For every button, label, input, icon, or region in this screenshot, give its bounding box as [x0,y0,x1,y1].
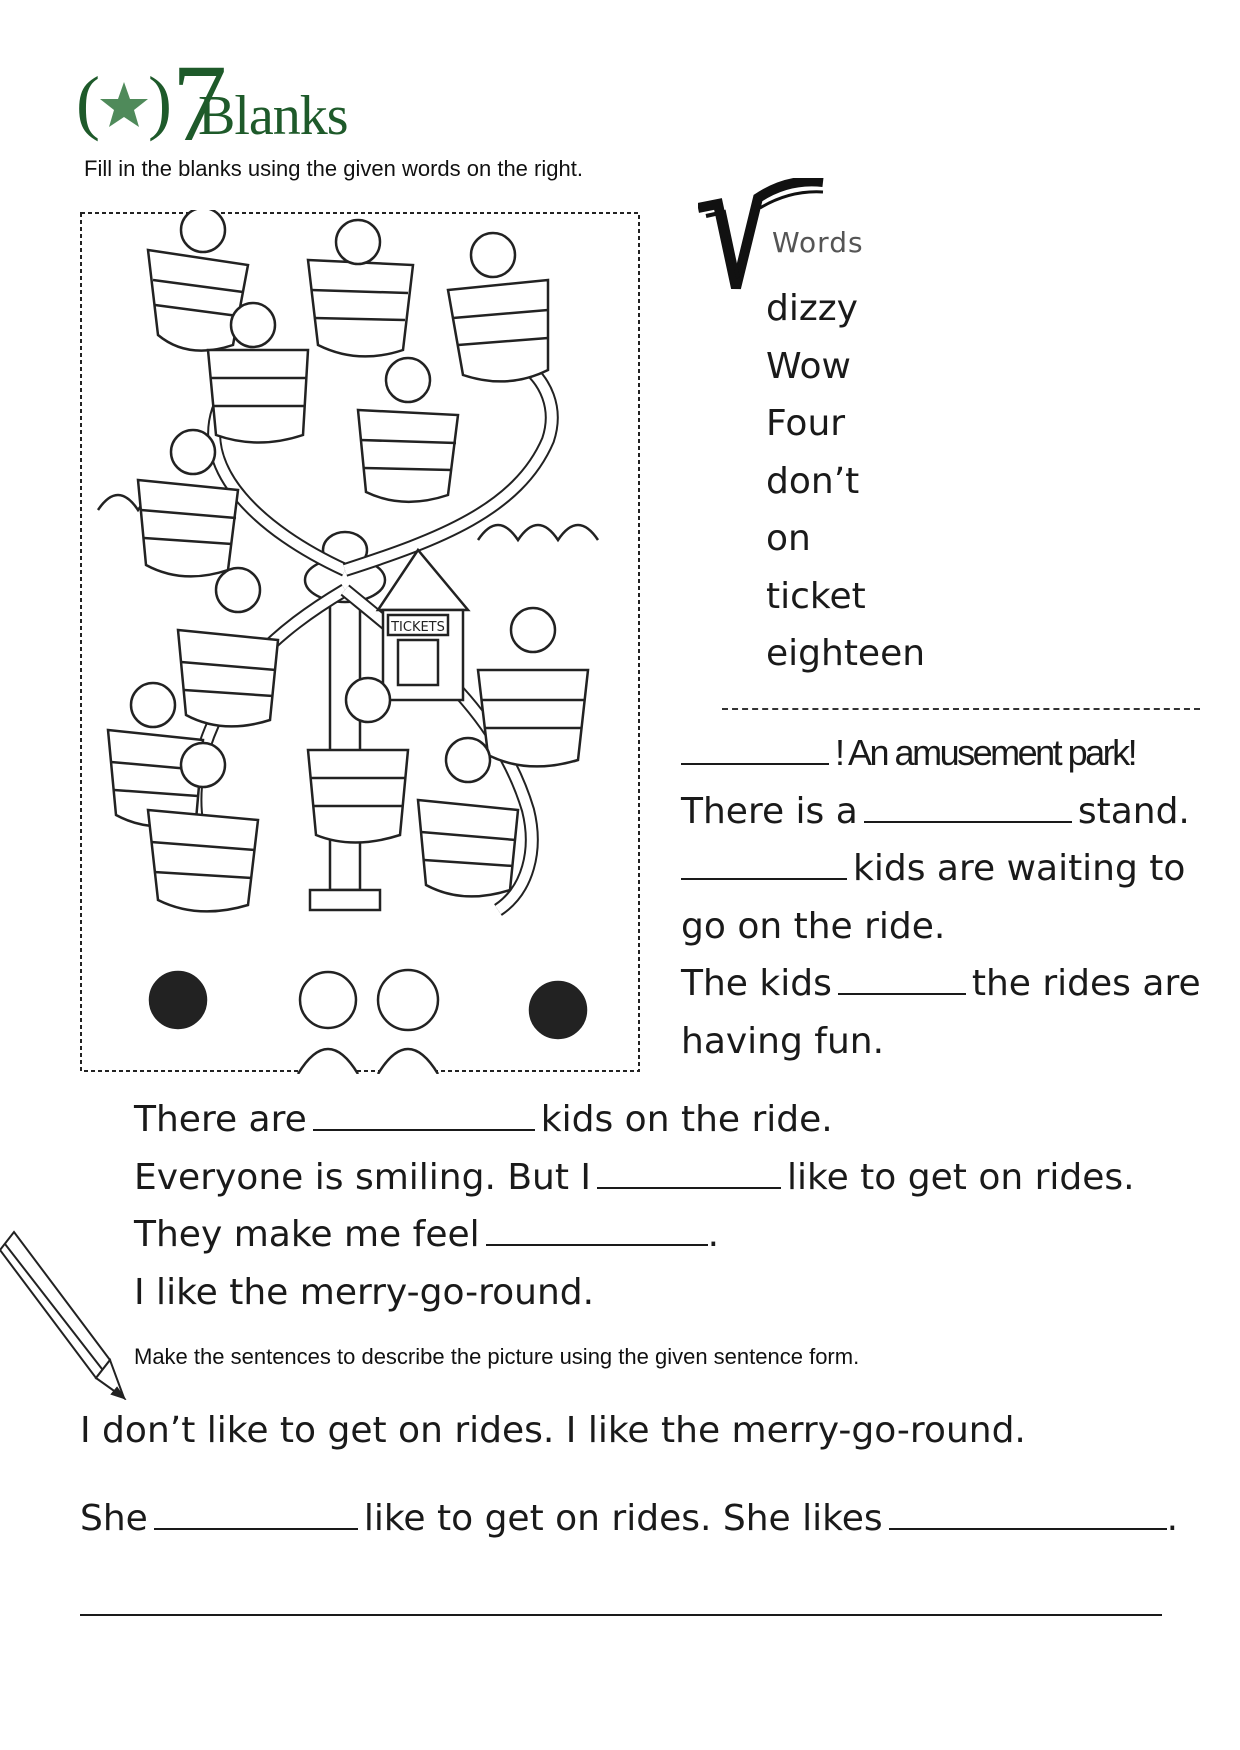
dashed-divider [722,708,1200,710]
sentence-line: There is a stand. [681,790,1190,832]
blank-field[interactable] [889,1498,1167,1530]
blank-field[interactable] [864,791,1072,823]
blank-field[interactable] [154,1498,358,1530]
blank-field[interactable] [838,963,966,995]
lower-sentences [134,1091,1135,1321]
sentence-line: The kids the rides are [681,963,1201,1004]
sentence-line: having fun. [681,1020,885,1062]
word-item: don’t [766,460,860,502]
word-item: ticket [766,575,866,617]
sentence-line: kids are waiting to [681,840,1201,898]
sentence-line: I like the merry-go-round. [134,1271,595,1313]
worksheet-header [76,42,496,164]
tickets-sign: TICKETS [391,620,445,635]
practice-sentence: She like to get on rides. She likes . [80,1498,1179,1539]
blank-field[interactable] [597,1157,781,1189]
star-badge-icon [76,52,176,142]
word-item: on [766,518,811,559]
right-sentences [681,724,1201,1070]
word-bank-title: Words [772,226,864,259]
instruction-make-sentences: Make the sentences to describe the picture using the given sentence form. [134,1344,860,1369]
answer-line[interactable] [80,1614,1162,1616]
blank-field[interactable] [681,733,829,765]
word-item: Four [766,403,846,444]
blank-field[interactable] [313,1099,535,1131]
sentence-line: ! An amusement park! [681,724,1201,783]
sentence-line: Everyone is smiling. But I like to get on rides. [134,1156,1135,1198]
exercise-title: Blanks [198,85,348,147]
word-item: dizzy [766,288,858,329]
word-item: Wow [766,345,851,387]
sentence-line: They make me feel . [134,1214,720,1255]
exercise-number: 7 [172,42,227,164]
sentence-line: go on the ride. [681,905,946,947]
blank-field[interactable] [486,1214,708,1246]
svg-text:(: ( [76,62,100,142]
word-bank-list [766,280,925,683]
blank-field[interactable] [681,848,847,880]
svg-text:): ) [148,62,172,142]
amusement-park-illustration [78,210,642,1074]
word-item: eighteen [766,633,926,674]
sentence-line: There are kids on the ride. [134,1099,833,1140]
example-sentence: I don’t like to get on rides. I like the merry-go-round. [80,1410,1026,1451]
pencil-icon [0,1220,130,1400]
instruction-fill-blanks: Fill in the blanks using the given words on the right. [84,156,583,181]
